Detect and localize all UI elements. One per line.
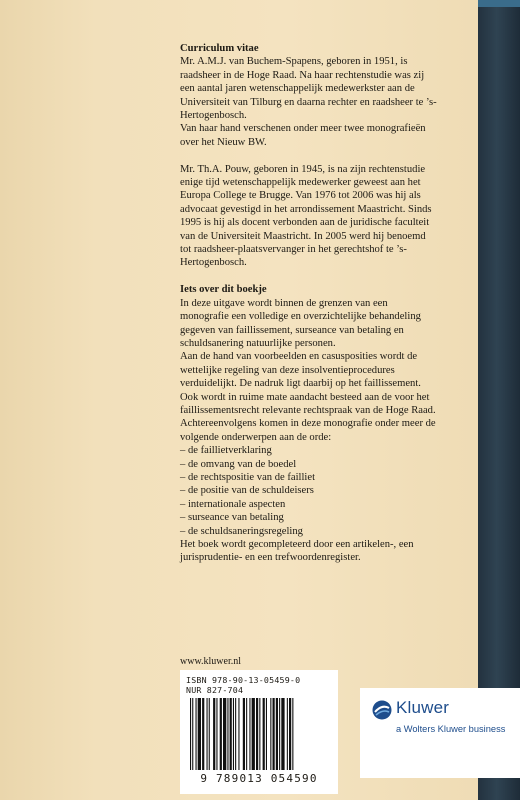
barcode-bar	[209, 698, 210, 770]
barcode-bar	[276, 698, 278, 770]
barcode-bar	[249, 698, 250, 770]
topic-item: – surseance van betaling	[180, 512, 284, 524]
isbn-barcode-box	[180, 670, 338, 794]
topic-list	[180, 444, 438, 538]
paragraph-gap	[180, 270, 438, 283]
about-heading: Iets over dit boekje	[180, 284, 267, 296]
kluwer-globe-icon	[372, 700, 392, 720]
back-cover-text	[180, 42, 438, 565]
barcode-bar	[252, 698, 255, 770]
about-paragraph-3: Ook wordt in ruime mate aandacht besteed aan de voor het faillissementsrecht relevante rechtspraak van de Hoge Raad.	[180, 391, 436, 416]
barcode-bars	[188, 698, 330, 770]
barcode-bar	[213, 698, 215, 770]
barcode-bar	[196, 698, 197, 770]
barcode-bar	[198, 698, 201, 770]
topic-item: – de faillietverklaring	[180, 445, 272, 457]
barcode-graphic	[188, 698, 330, 770]
about-paragraph-5: Het boek wordt gecompleteerd door een artikelen-, een jurisprudentie- en een trefwoordenregister.	[180, 539, 414, 564]
nur-label: NUR 827-704	[186, 685, 244, 695]
about-paragraph-4: Achtereenvolgens komen in deze monografie onder meer de volgende onderwerpen aan de orde:	[180, 418, 436, 443]
barcode-bar	[192, 698, 193, 770]
publisher-tagline: a Wolters Kluwer business	[396, 724, 506, 734]
cv-author1-publications: Van haar hand verschenen onder meer twee monografieën over het Nieuw BW.	[180, 123, 426, 148]
barcode-bar	[238, 698, 239, 770]
barcode-bar	[273, 698, 275, 770]
barcode-bar	[266, 698, 267, 770]
topic-item: – internationale aspecten	[180, 498, 286, 510]
barcode-bar	[246, 698, 247, 770]
barcode-bar	[243, 698, 245, 770]
spine-accent-strip	[478, 0, 520, 7]
barcode-bar	[230, 698, 232, 770]
barcode-bar	[287, 698, 288, 770]
barcode-bar	[292, 698, 293, 770]
barcode-bar	[270, 698, 271, 770]
barcode-bar	[220, 698, 222, 770]
about-paragraph-1: In deze uitgave wordt binnen de grenzen van een monografie een volledige en overzichtelijke behandeling gegeven van faillissement, surseance van betaling en schuldsanering natuurlijke personen.	[180, 297, 421, 349]
topic-item: – de schuldsaneringsregeling	[180, 525, 303, 537]
barcode-bar	[207, 698, 208, 770]
cv-heading: Curriculum vitae	[180, 43, 259, 54]
publisher-url[interactable]: www.kluwer.nl	[180, 656, 242, 667]
barcode-bar	[216, 698, 217, 770]
about-paragraph-2: Aan de hand van voorbeelden en casusposities wordt de wettelijke regeling van deze insolventieprocedures verduidelijkt. De nadruk ligt daarbij op het faillissement.	[180, 351, 421, 390]
book-spine	[478, 0, 520, 800]
topic-item: – de rechtspositie van de failliet	[180, 471, 316, 483]
barcode-bar	[190, 698, 191, 770]
barcode-bar	[227, 698, 228, 770]
barcode-bar	[202, 698, 204, 770]
cv-author2: Mr. Th.A. Pouw, geboren in 1945, is na zijn rechtenstudie enige tijd wetenschappelijk medewerker geweest aan het Europa College te Brugge. Van 1976 tot 2006 was hij als advocaat gevestigd in het arrondissement Maastricht. Sinds 1995 is hij als docent verbonden aan de juridische faculteit van de Universiteit Maastricht. In 2005 werd hij benoemd tot raadsheer-plaatsvervanger in het gerechtshof te ’s-Hertogenbosch.	[180, 163, 432, 269]
barcode-bar	[259, 698, 260, 770]
topic-item: – de positie van de schuldeisers	[180, 485, 314, 497]
barcode-bar	[223, 698, 226, 770]
barcode-bar	[281, 698, 284, 770]
barcode-bar	[279, 698, 280, 770]
isbn-label: ISBN 978-90-13-05459-0	[186, 675, 301, 685]
topic-item: – de omvang van de boedel	[180, 458, 297, 470]
paragraph-gap	[180, 149, 438, 162]
publisher-logo-box	[360, 688, 520, 778]
barcode-bar	[289, 698, 291, 770]
barcode-bar	[233, 698, 234, 770]
ean-number: 9 789013 054590	[200, 772, 318, 785]
barcode-bar	[256, 698, 258, 770]
cv-author1: Mr. A.M.J. van Buchem-Spapens, geboren in 1951, is raadsheer in de Hoge Raad. Na haar rechtenstudie was zij een aantal jaren wetenschappelijk medewerkster aan de Universiteit van Tilburg en daarna rechter en raadsheer te ’s-Hertogenbosch.	[180, 56, 437, 122]
barcode-bar	[263, 698, 265, 770]
barcode-bar	[235, 698, 236, 770]
publisher-name: Kluwer	[396, 698, 450, 717]
